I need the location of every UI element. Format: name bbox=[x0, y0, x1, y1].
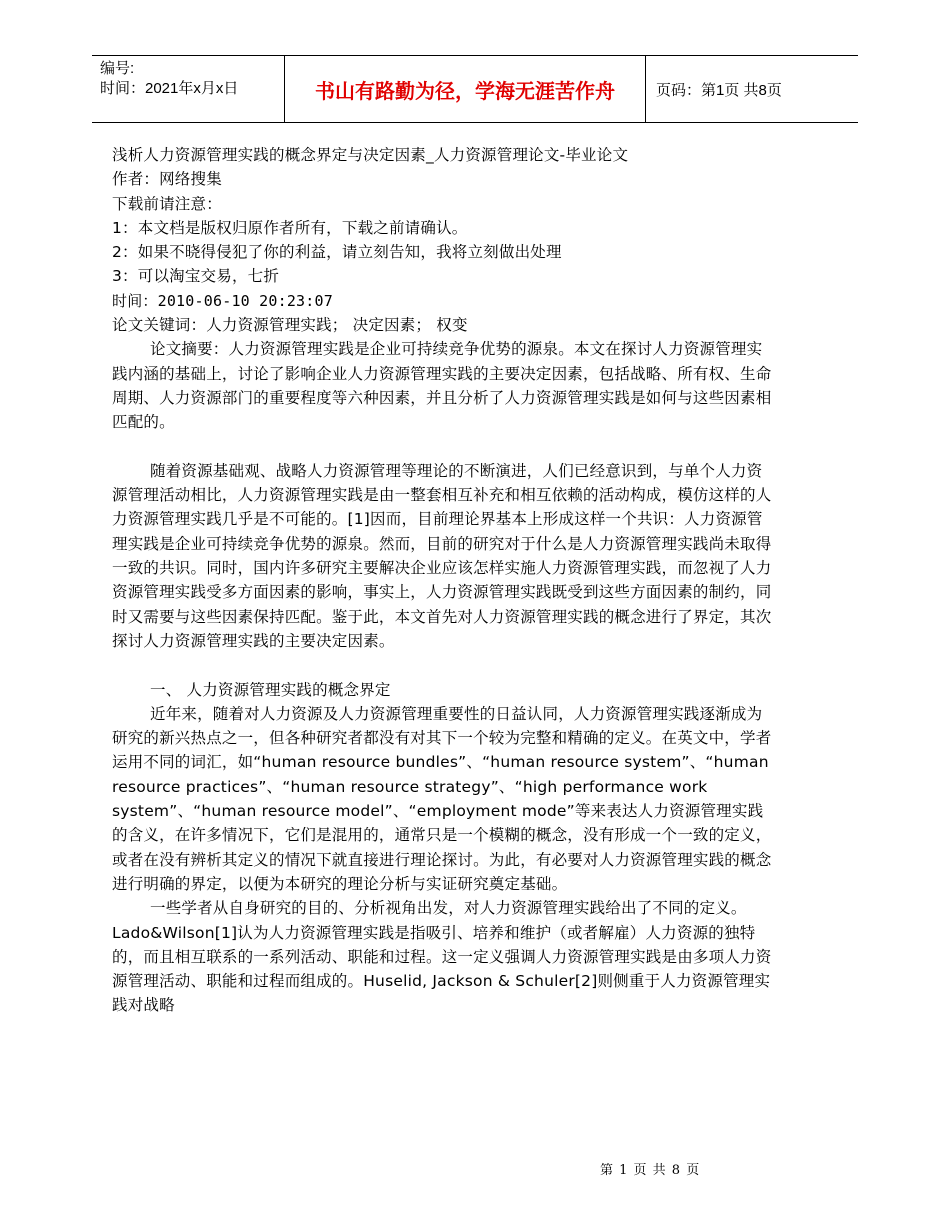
notice-item-3: 3：可以淘宝交易，七折 bbox=[112, 267, 280, 286]
document-title: 浅析人力资源管理实践的概念界定与决定因素_人力资源管理论文-毕业论文 bbox=[112, 146, 629, 164]
time-line: 时间：2010-06-10 20:23:07 bbox=[112, 291, 333, 310]
intro-paragraph: 随着资源基础观、战略人力资源管理等理论的不断演进，人们已经意识到，与单个人力资源管理活动相比，人力资源管理实践是由一整套相互补充和相互依赖的活动构成，模仿这样的人力资源管理实践几乎是不可能的。[1]因而，目前理论界基本上形成这样一个共识：人力资源管理实践是企业可持续竞争优势的源泉。然而，目前的研究对于什么是人力资源管理实践尚未取得一致的共识。同时，国内许多研究主要解决企业应该怎样实施人力资源管理实践，而忽视了人力资源管理实践受多方面因素的影响，事实上，人力资源管理实践既受到这些方面因素的制约，同时又需要与这些因素保持匹配。鉴于此，本文首先对人力资源管理实践的概念进行了界定，其次探讨人力资源管理实践的主要决定因素。 bbox=[112, 461, 772, 650]
page-info: 页码：第1页 共8页 bbox=[656, 81, 782, 99]
section-heading: 一、 人力资源管理实践的概念界定 bbox=[150, 680, 391, 699]
time-label: 时间：2021年x月x日 bbox=[100, 80, 239, 97]
document-body bbox=[112, 143, 772, 1018]
body-paragraph-1: 近年来，随着对人力资源及人力资源管理重要性的日益认同，人力资源管理实践逐渐成为研究的新兴热点之一，但各种研究者都没有对其下一个较为完整和精确的定义。在英文中，学者运用不同的词汇，如“human resource bundles”、“human resource system”、“human resource practices”、“human resource strategy”、“high performance work system”、“human resource model”、“employment mode”等来表达人力资源管理实践的含义，在许多情况下，它们是混用的，通常只是一个模糊的概念，没有形成一个一致的定义，或者在没有辨析其定义的情况下就直接进行理论探讨。为此，有必要对人力资源管理实践的概念进行明确的界定，以便为本研究的理论分析与实证研究奠定基础。 bbox=[112, 704, 772, 893]
motto-banner: 书山有路勤为径，学海无涯苦作舟 bbox=[284, 56, 646, 122]
number-label: 编号: bbox=[100, 60, 135, 77]
author-line: 作者：网络搜集 bbox=[112, 170, 222, 189]
abstract-paragraph: 论文摘要：人力资源管理实践是企业可持续竞争优势的源泉。本文在探讨人力资源管理实践内涵的基础上，讨论了影响企业人力资源管理实践的主要决定因素，包括战略、所有权、生命周期、人力资源部门的重要程度等六种因素，并且分析了人力资源管理实践是如何与这些因素相匹配的。 bbox=[112, 340, 772, 432]
body-paragraph-2: 一些学者从自身研究的目的、分析视角出发，对人力资源管理实践给出了不同的定义。Lado&Wilson[1]认为人力资源管理实践是指吸引、培养和维护（或者解雇）人力资源的独特的，而且相互联系的一系列活动、职能和过程。这一定义强调人力资源管理实践是由多项人力资源管理活动、职能和过程而组成的。Huselid, Jackson & Schuler[2]则侧重于人力资源管理实践对战略 bbox=[112, 899, 772, 1015]
spacer bbox=[112, 653, 772, 677]
header-table bbox=[92, 55, 858, 123]
spacer bbox=[112, 435, 772, 459]
header-meta bbox=[92, 56, 284, 122]
notice-title: 下载前请注意： bbox=[112, 194, 222, 213]
notice-item-1: 1：本文档是版权归原作者所有，下载之前请确认。 bbox=[112, 218, 468, 237]
notice-item-2: 2：如果不晓得侵犯了你的利益，请立刻告知，我将立刻做出处理 bbox=[112, 243, 562, 262]
page-footer: 第 1 页 共 8 页 bbox=[600, 1163, 701, 1178]
keywords-line: 论文关键词：人力资源管理实践； 决定因素； 权变 bbox=[112, 316, 468, 335]
